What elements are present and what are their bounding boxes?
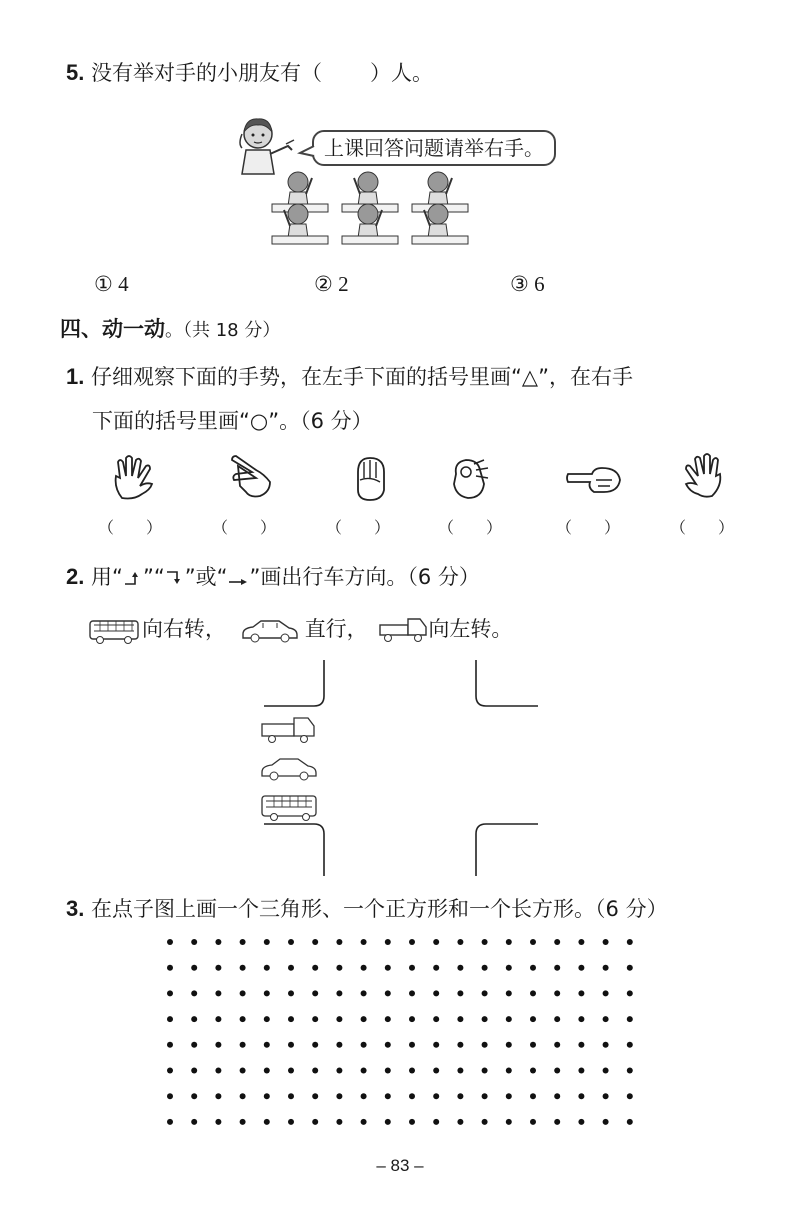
grid-dot[interactable]	[627, 939, 633, 945]
grid-dot[interactable]	[215, 939, 221, 945]
grid-dot[interactable]	[191, 990, 197, 996]
grid-dot[interactable]	[578, 1119, 584, 1125]
grid-dot[interactable]	[336, 939, 342, 945]
grid-dot[interactable]	[409, 1093, 415, 1099]
grid-dot[interactable]	[288, 1068, 294, 1074]
grid-dot[interactable]	[457, 965, 463, 971]
hand-pointing-icon	[566, 462, 622, 496]
grid-dot[interactable]	[554, 1119, 560, 1125]
grid-dot[interactable]	[361, 939, 367, 945]
down-turn-arrow-icon	[165, 568, 185, 588]
grid-dot[interactable]	[506, 1119, 512, 1125]
grid-dot[interactable]	[264, 1093, 270, 1099]
q3-line	[66, 894, 668, 924]
grid-dot[interactable]	[191, 1042, 197, 1048]
answer-paren-5[interactable]: （ ）	[556, 518, 621, 537]
q5-text-before: 没有举对手的小朋友有（	[91, 61, 323, 85]
q3-number: 3.	[66, 896, 85, 921]
grid-dot[interactable]	[167, 939, 173, 945]
grid-dot[interactable]	[530, 939, 536, 945]
grid-dot[interactable]	[361, 1119, 367, 1125]
grid-dot[interactable]	[385, 939, 391, 945]
q1-line2: 下面的括号里画“○”。（6 分）	[92, 409, 373, 433]
answer-paren-6[interactable]: （ ）	[670, 518, 735, 537]
grid-dot[interactable]	[627, 1119, 633, 1125]
grid-dot[interactable]	[554, 965, 560, 971]
grid-dot[interactable]	[554, 1093, 560, 1099]
grid-dot[interactable]	[482, 1016, 488, 1022]
grid-dot[interactable]	[385, 1042, 391, 1048]
grid-dot[interactable]	[457, 1068, 463, 1074]
grid-dot[interactable]	[191, 1093, 197, 1099]
section4-title: 四、动一动	[60, 317, 165, 341]
grid-dot[interactable]	[554, 990, 560, 996]
page-number: – 83 –	[376, 1156, 424, 1175]
grid-dot[interactable]	[409, 1042, 415, 1048]
grid-dot[interactable]	[167, 1119, 173, 1125]
grid-dot[interactable]	[264, 990, 270, 996]
grid-dot[interactable]	[385, 1068, 391, 1074]
grid-dot[interactable]	[627, 965, 633, 971]
grid-dot[interactable]	[578, 1093, 584, 1099]
grid-dot[interactable]	[578, 1016, 584, 1022]
grid-dot[interactable]	[457, 939, 463, 945]
truck-icon	[378, 615, 428, 645]
q5-line	[66, 58, 433, 88]
grid-dot[interactable]	[240, 1119, 246, 1125]
grid-dot[interactable]	[627, 1068, 633, 1074]
q2-text-c: ”或“	[184, 565, 228, 589]
bus-icon	[88, 615, 142, 645]
grid-dot[interactable]	[191, 939, 197, 945]
classroom-illustration	[262, 168, 482, 248]
grid-dot[interactable]	[191, 1119, 197, 1125]
grid-dot[interactable]	[578, 939, 584, 945]
grid-dot[interactable]	[336, 1016, 342, 1022]
grid-dot[interactable]	[603, 1093, 609, 1099]
teacher-illustration	[236, 116, 306, 176]
section4-heading	[60, 314, 280, 346]
grid-dot[interactable]	[215, 1016, 221, 1022]
answer-paren-3[interactable]: （ ）	[326, 518, 391, 537]
grid-dot[interactable]	[336, 1068, 342, 1074]
grid-dot[interactable]	[506, 990, 512, 996]
grid-dot[interactable]	[457, 1093, 463, 1099]
grid-dot[interactable]	[240, 990, 246, 996]
grid-dot[interactable]	[506, 965, 512, 971]
grid-dot[interactable]	[578, 965, 584, 971]
grid-dot[interactable]	[167, 1042, 173, 1048]
q2-number: 2.	[66, 564, 85, 589]
grid-dot[interactable]	[240, 1093, 246, 1099]
q5-option-2[interactable]: ② 2	[314, 272, 349, 296]
grid-dot[interactable]	[264, 1068, 270, 1074]
grid-dot[interactable]	[603, 1119, 609, 1125]
q2-text-b: ”“	[142, 565, 165, 589]
q2-line2	[88, 614, 512, 645]
q1-text-line1: 仔细观察下面的手势，在左手下面的括号里画“△”，在右手	[91, 365, 633, 389]
grid-dot[interactable]	[433, 1042, 439, 1048]
grid-dot[interactable]	[240, 965, 246, 971]
grid-dot[interactable]	[312, 1016, 318, 1022]
hand-spread-icon	[682, 450, 728, 500]
grid-dot[interactable]	[409, 939, 415, 945]
intersection-diagram	[250, 660, 550, 880]
intersection-car-icon	[262, 759, 316, 780]
grid-dot[interactable]	[457, 1042, 463, 1048]
grid-dot[interactable]	[240, 1016, 246, 1022]
grid-dot[interactable]	[482, 1093, 488, 1099]
grid-dot[interactable]	[288, 1093, 294, 1099]
grid-dot[interactable]	[215, 1068, 221, 1074]
grid-dot[interactable]	[433, 1119, 439, 1125]
grid-dot[interactable]	[336, 1042, 342, 1048]
grid-dot[interactable]	[215, 965, 221, 971]
grid-dot[interactable]	[530, 965, 536, 971]
intersection-truck-icon	[262, 718, 314, 743]
grid-dot[interactable]	[215, 1093, 221, 1099]
answer-paren-4[interactable]: （ ）	[438, 518, 503, 537]
grid-dot[interactable]	[264, 1016, 270, 1022]
grid-dot[interactable]	[336, 990, 342, 996]
grid-dot[interactable]	[482, 1042, 488, 1048]
grid-dot[interactable]	[482, 965, 488, 971]
grid-dot[interactable]	[167, 1016, 173, 1022]
grid-dot[interactable]	[264, 1119, 270, 1125]
dot-grid[interactable]	[160, 932, 660, 1132]
q5-text-after: ）人。	[370, 61, 434, 85]
hand-victory-icon	[226, 452, 276, 500]
grid-dot[interactable]	[554, 1016, 560, 1022]
q1-number: 1.	[66, 364, 85, 389]
grid-dot[interactable]	[385, 1016, 391, 1022]
grid-dot[interactable]	[530, 1016, 536, 1022]
grid-dot[interactable]	[506, 1042, 512, 1048]
q2-text-d: ”画出行车方向。（6 分）	[249, 565, 480, 589]
grid-dot[interactable]	[288, 1042, 294, 1048]
grid-dot[interactable]	[288, 965, 294, 971]
hand-fist-icon	[350, 454, 392, 502]
grid-dot[interactable]	[167, 1093, 173, 1099]
grid-dot[interactable]	[433, 1093, 439, 1099]
grid-dot[interactable]	[506, 1093, 512, 1099]
grid-dot[interactable]	[361, 1068, 367, 1074]
grid-dot[interactable]	[627, 1016, 633, 1022]
grid-dot[interactable]	[191, 1068, 197, 1074]
grid-dot[interactable]	[578, 1068, 584, 1074]
grid-dot[interactable]	[554, 939, 560, 945]
grid-dot[interactable]	[385, 1093, 391, 1099]
grid-dot[interactable]	[167, 1068, 173, 1074]
grid-dot[interactable]	[506, 1016, 512, 1022]
grid-dot[interactable]	[554, 1068, 560, 1074]
grid-dot[interactable]	[627, 1093, 633, 1099]
grid-dot[interactable]	[240, 1042, 246, 1048]
grid-dot[interactable]	[433, 939, 439, 945]
section4-points: 。（共 18 分）	[165, 320, 281, 341]
grid-dot[interactable]	[312, 1093, 318, 1099]
grid-dot[interactable]	[264, 965, 270, 971]
q5-answer-blank[interactable]	[322, 58, 370, 88]
grid-dot[interactable]	[240, 1068, 246, 1074]
grid-dot[interactable]	[167, 965, 173, 971]
grid-dot[interactable]	[433, 1068, 439, 1074]
grid-dot[interactable]	[457, 990, 463, 996]
grid-dot[interactable]	[482, 1068, 488, 1074]
grid-dot[interactable]	[457, 1119, 463, 1125]
grid-dot[interactable]	[554, 1042, 560, 1048]
grid-dot[interactable]	[312, 1119, 318, 1125]
grid-dot[interactable]	[457, 1016, 463, 1022]
grid-dot[interactable]	[191, 1016, 197, 1022]
grid-dot[interactable]	[288, 1016, 294, 1022]
grid-dot[interactable]	[385, 965, 391, 971]
grid-dot[interactable]	[288, 1119, 294, 1125]
grid-dot[interactable]	[482, 1119, 488, 1125]
intersection-bus-icon	[262, 796, 316, 821]
grid-dot[interactable]	[191, 965, 197, 971]
grid-dot[interactable]	[215, 990, 221, 996]
car-instruction: 直行，	[304, 617, 368, 641]
grid-dot[interactable]	[603, 965, 609, 971]
grid-dot[interactable]	[578, 1042, 584, 1048]
grid-dot[interactable]	[264, 939, 270, 945]
speech-bubble-tail	[300, 146, 316, 158]
grid-dot[interactable]	[312, 990, 318, 996]
car-icon	[241, 616, 299, 644]
grid-dot[interactable]	[288, 939, 294, 945]
bus-instruction: 向右转，	[142, 617, 226, 641]
grid-dot[interactable]	[336, 1119, 342, 1125]
truck-instruction: 向左转。	[428, 617, 513, 641]
grid-dot[interactable]	[506, 1068, 512, 1074]
grid-dot[interactable]	[288, 990, 294, 996]
q3-text: 在点子图上画一个三角形、一个正方形和一个长方形。（6 分）	[91, 897, 668, 921]
grid-dot[interactable]	[215, 1119, 221, 1125]
grid-dot[interactable]	[530, 990, 536, 996]
grid-dot[interactable]	[312, 1068, 318, 1074]
grid-dot[interactable]	[361, 1042, 367, 1048]
hand-ok-icon	[446, 454, 492, 502]
grid-dot[interactable]	[627, 1042, 633, 1048]
grid-dot[interactable]	[409, 1119, 415, 1125]
grid-dot[interactable]	[385, 1119, 391, 1125]
grid-dot[interactable]	[409, 1016, 415, 1022]
hand-open-icon	[110, 454, 160, 502]
grid-dot[interactable]	[530, 1042, 536, 1048]
q2-text-a: 用“	[91, 565, 123, 589]
grid-dot[interactable]	[264, 1042, 270, 1048]
grid-dot[interactable]	[361, 990, 367, 996]
grid-dot[interactable]	[603, 1068, 609, 1074]
grid-dot[interactable]	[361, 1016, 367, 1022]
student-desk-row-2	[272, 204, 468, 244]
grid-dot[interactable]	[433, 1016, 439, 1022]
q2-line1	[66, 562, 480, 592]
up-turn-arrow-icon	[123, 568, 143, 588]
grid-dot[interactable]	[312, 939, 318, 945]
grid-dot[interactable]	[530, 1119, 536, 1125]
grid-dot[interactable]	[603, 1016, 609, 1022]
q5-option-3[interactable]: ③ 6	[510, 272, 545, 296]
answer-paren-1[interactable]: （ ）	[98, 518, 163, 537]
grid-dot[interactable]	[433, 990, 439, 996]
grid-dot[interactable]	[240, 939, 246, 945]
grid-dot[interactable]	[409, 990, 415, 996]
grid-dot[interactable]	[603, 939, 609, 945]
grid-dot[interactable]	[312, 1042, 318, 1048]
answer-paren-2[interactable]: （ ）	[212, 518, 277, 537]
straight-arrow-icon	[227, 568, 249, 588]
grid-dot[interactable]	[409, 965, 415, 971]
q5-option-1[interactable]: ① 4	[94, 272, 129, 296]
grid-dot[interactable]	[361, 965, 367, 971]
grid-dot[interactable]	[506, 939, 512, 945]
grid-dot[interactable]	[215, 1042, 221, 1048]
grid-dot[interactable]	[530, 1068, 536, 1074]
grid-dot[interactable]	[336, 1093, 342, 1099]
grid-dot[interactable]	[530, 1093, 536, 1099]
speech-bubble: 上课回答问题请举右手。	[312, 130, 556, 166]
grid-dot[interactable]	[482, 990, 488, 996]
grid-dot[interactable]	[409, 1068, 415, 1074]
grid-dot[interactable]	[603, 1042, 609, 1048]
grid-dot[interactable]	[336, 965, 342, 971]
grid-dot[interactable]	[433, 965, 439, 971]
q5-number: 5.	[66, 60, 85, 85]
grid-dot[interactable]	[167, 990, 173, 996]
grid-dot[interactable]	[385, 990, 391, 996]
grid-dot[interactable]	[312, 965, 318, 971]
grid-dot[interactable]	[627, 990, 633, 996]
grid-dot[interactable]	[482, 939, 488, 945]
q1-line1	[66, 362, 633, 392]
grid-dot[interactable]	[578, 990, 584, 996]
grid-dot[interactable]	[603, 990, 609, 996]
grid-dot[interactable]	[361, 1093, 367, 1099]
